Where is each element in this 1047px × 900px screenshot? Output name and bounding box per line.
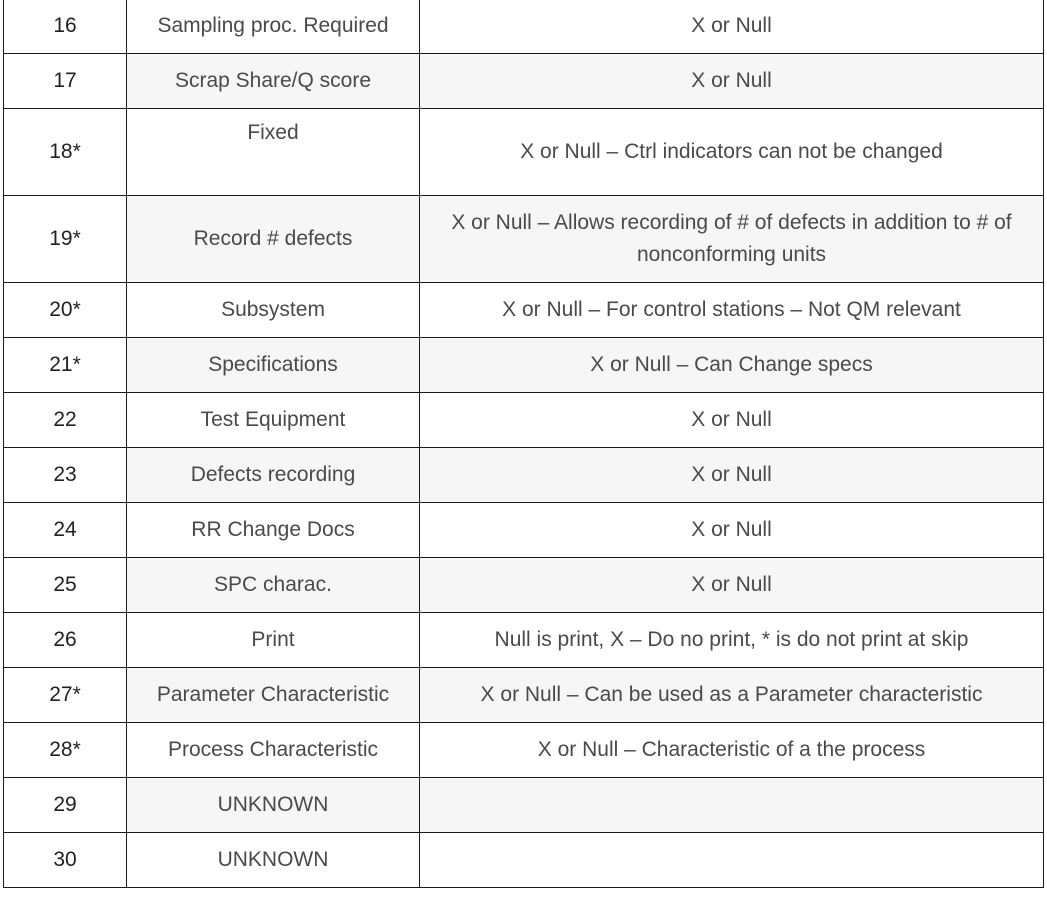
field-name: Defects recording xyxy=(127,448,420,503)
field-name: SPC charac. xyxy=(127,558,420,613)
row-number: 17 xyxy=(4,54,127,109)
row-number: 30 xyxy=(4,833,127,888)
field-description: X or Null xyxy=(420,448,1044,503)
row-number: 28* xyxy=(4,723,127,778)
row-number: 18* xyxy=(4,109,127,196)
table-row xyxy=(4,723,1044,778)
field-name: Scrap Share/Q score xyxy=(127,54,420,109)
field-description: X or Null xyxy=(420,503,1044,558)
field-description: X or Null xyxy=(420,0,1044,54)
table-body xyxy=(4,0,1044,888)
field-name: Test Equipment xyxy=(127,393,420,448)
table-row xyxy=(4,54,1044,109)
field-description: X or Null xyxy=(420,558,1044,613)
row-number: 16 xyxy=(4,0,127,54)
table-row xyxy=(4,196,1044,283)
field-description: X or Null – Can be used as a Parameter characteristic xyxy=(420,668,1044,723)
table-row xyxy=(4,558,1044,613)
table-row xyxy=(4,503,1044,558)
row-number: 26 xyxy=(4,613,127,668)
field-name: Process Characteristic xyxy=(127,723,420,778)
table-row xyxy=(4,613,1044,668)
field-description: X or Null xyxy=(420,54,1044,109)
characteristics-table xyxy=(3,0,1044,888)
field-description: X or Null – Ctrl indicators can not be changed xyxy=(420,109,1044,196)
field-name: Record # defects xyxy=(127,196,420,283)
field-name: Sampling proc. Required xyxy=(127,0,420,54)
table-row xyxy=(4,833,1044,888)
row-number: 20* xyxy=(4,283,127,338)
field-name: UNKNOWN xyxy=(127,833,420,888)
table-row xyxy=(4,338,1044,393)
table-row xyxy=(4,283,1044,338)
field-name: Parameter Characteristic xyxy=(127,668,420,723)
table-row xyxy=(4,0,1044,54)
field-name: Subsystem xyxy=(127,283,420,338)
field-description: X or Null xyxy=(420,393,1044,448)
row-number: 19* xyxy=(4,196,127,283)
row-number: 29 xyxy=(4,778,127,833)
field-description xyxy=(420,778,1044,833)
row-number: 23 xyxy=(4,448,127,503)
row-number: 24 xyxy=(4,503,127,558)
field-description: X or Null – For control stations – Not QM relevant xyxy=(420,283,1044,338)
table-row xyxy=(4,393,1044,448)
table-row xyxy=(4,109,1044,196)
field-description: X or Null – Characteristic of a the process xyxy=(420,723,1044,778)
table-row xyxy=(4,778,1044,833)
field-name: UNKNOWN xyxy=(127,778,420,833)
field-name: Specifications xyxy=(127,338,420,393)
row-number: 22 xyxy=(4,393,127,448)
field-name: Fixed xyxy=(127,109,420,196)
field-name: RR Change Docs xyxy=(127,503,420,558)
row-number: 27* xyxy=(4,668,127,723)
table-row xyxy=(4,668,1044,723)
field-description: Null is print, X – Do no print, * is do not print at skip xyxy=(420,613,1044,668)
field-name: Print xyxy=(127,613,420,668)
field-description: X or Null – Can Change specs xyxy=(420,338,1044,393)
field-description: X or Null – Allows recording of # of defects in addition to # of nonconforming units xyxy=(420,196,1044,283)
row-number: 21* xyxy=(4,338,127,393)
field-description xyxy=(420,833,1044,888)
row-number: 25 xyxy=(4,558,127,613)
table-row xyxy=(4,448,1044,503)
